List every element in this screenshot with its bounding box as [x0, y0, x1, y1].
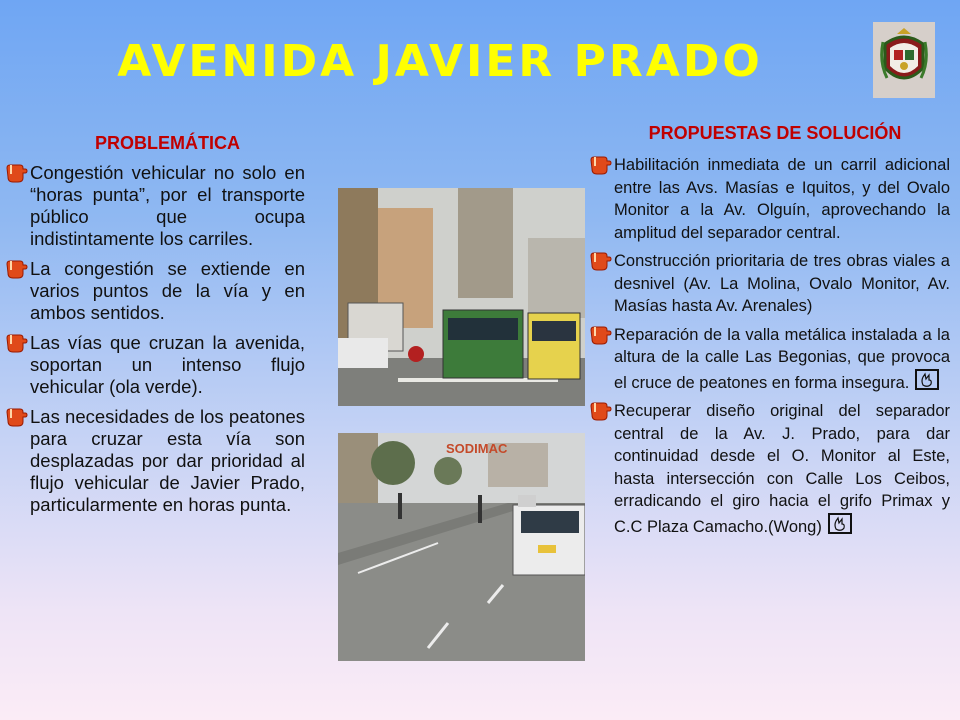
pointing-hand-bullet-icon — [4, 406, 28, 428]
return-hand-icon[interactable] — [915, 369, 939, 390]
list-item — [614, 324, 950, 395]
propuestas-heading: PROPUESTAS DE SOLUCIÓN — [648, 123, 902, 143]
municipal-coat-of-arms-icon — [873, 22, 935, 98]
propuestas-list — [614, 154, 950, 544]
pointing-hand-bullet-icon — [588, 250, 612, 272]
list-item — [30, 162, 305, 250]
list-item — [30, 258, 305, 324]
traffic-photo — [338, 188, 585, 406]
problematica-item-text: Las vías que cruzan la avenida, soportan un intenso flujo vehicular (ola verde). — [30, 332, 305, 397]
problematica-item-text: Las necesidades de los peatones para cruzar esta vía son desplazadas por dar prioridad al flujo vehicular de Javier Prado, particularmente en horas punta. — [30, 406, 305, 515]
list-item — [614, 400, 950, 538]
list-item — [614, 154, 950, 244]
pointing-hand-bullet-icon — [588, 400, 612, 422]
propuesta-item-text: Construcción prioritaria de tres obras viales a desnivel (Av. La Molina, Ovalo Monitor, Av. Masías hasta Av. Arenales) — [614, 252, 950, 315]
return-hand-icon[interactable] — [828, 513, 852, 534]
list-item — [30, 332, 305, 398]
propuesta-item-text: Habilitación inmediata de un carril adicional entre las Avs. Masías e Iquitos, y del Ovalo Monitor a la Av. Olguín, aprovechando la amplitud del separador central. — [614, 156, 950, 242]
propuesta-item-text: Recuperar diseño original del separador central de la Av. J. Prado, para dar continuidad desde el O. Monitor al Este, hasta intersección con Calle Los Ceibos, erradicando el giro hacia el grifo Primax y C.C Plaza Camacho.(Wong) — [614, 402, 950, 536]
pointing-hand-bullet-icon — [4, 162, 28, 184]
pointing-hand-bullet-icon — [4, 258, 28, 280]
avenue-photo — [338, 433, 585, 661]
problematica-list — [30, 162, 305, 524]
problematica-item-text: La congestión se extiende en varios puntos de la vía y en ambos sentidos. — [30, 258, 305, 323]
pointing-hand-bullet-icon — [588, 324, 612, 346]
problematica-item-text: Congestión vehicular no solo en “horas punta”, por el transporte público que ocupa indistintamente los carriles. — [30, 162, 305, 249]
list-item — [614, 250, 950, 318]
page-title: AVENIDA JAVIER PRADO — [117, 36, 763, 87]
pointing-hand-bullet-icon — [588, 154, 612, 176]
list-item — [30, 406, 305, 516]
propuesta-item-text: Reparación de la valla metálica instalada a la altura de la calle Las Begonias, que provoca el cruce de peatones en forma insegura. — [614, 325, 950, 392]
problematica-heading: PROBLEMÁTICA — [95, 133, 240, 153]
pointing-hand-bullet-icon — [4, 332, 28, 354]
sodimac-sign: SODIMAC — [446, 441, 508, 456]
